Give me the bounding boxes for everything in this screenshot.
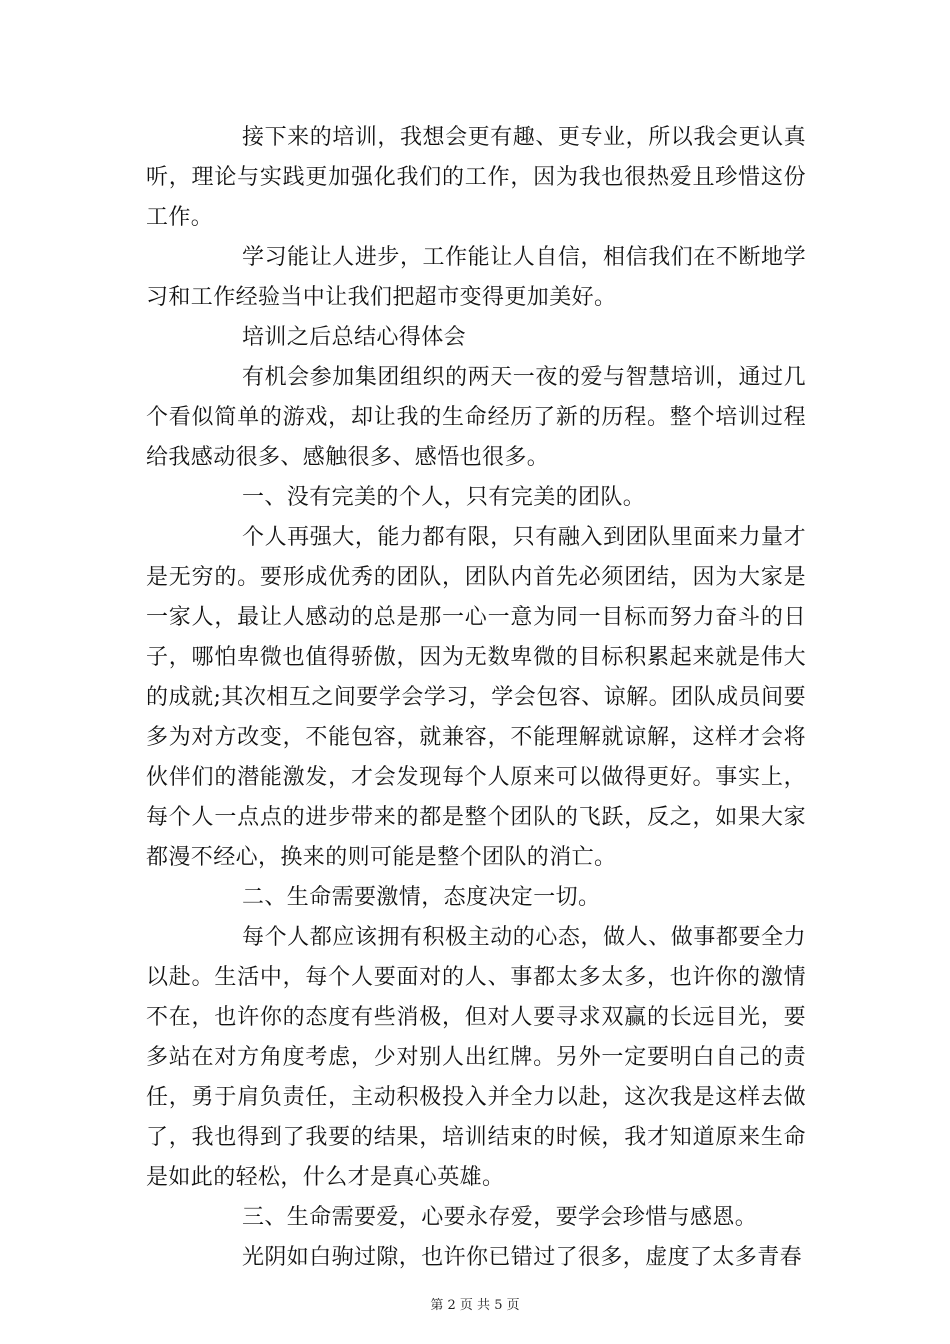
page-number-footer: 第 2 页 共 5 页 bbox=[430, 1298, 520, 1313]
paragraph-learning-progress: 学习能让人进步，工作能让人自信，相信我们在不断地学习和工作经验当中让我们把超市变得更加美好。 bbox=[146, 245, 806, 310]
paragraph-time: 光阴如白驹过隙，也许你已错过了很多，虚度了太多青春 bbox=[242, 1245, 803, 1270]
paragraph-teamwork: 个人再强大，能力都有限，只有融入到团队里面来力量才是无穷的。要形成优秀的团队，团队内首先必须团结，因为大家是一家人，最让人感动的总是那一心一意为同一目标而努力奋斗的日子，哪怕卑微也值得骄傲，因为无数卑微的目标积累起来就是伟大的成就;其次相互之间要学会学习，学会包容、谅解。团队成员间要多为对方改变，不能包容，就兼容，不能理解就谅解，这样才会将伙伴们的潜能激发，才会发现每个人原来可以做得更好。事实上，每个人一点点的进步带来的都是整个团队的飞跃，反之，如果大家都漫不经心，换来的则可能是整个团队的消亡。 bbox=[146, 525, 806, 870]
heading-point-two: 二、生命需要激情，态度决定一切。 bbox=[242, 885, 601, 910]
paragraph-training-outlook: 接下来的培训，我想会更有趣、更专业，所以我会更认真听，理论与实践更加强化我们的工作，因为我也很热爱且珍惜这份工作。 bbox=[146, 125, 806, 230]
document-body bbox=[146, 118, 806, 1278]
section-title: 培训之后总结心得体会 bbox=[242, 325, 467, 350]
paragraph-passion: 每个人都应该拥有积极主动的心态，做人、做事都要全力以赴。生活中，每个人要面对的人、事都太多太多，也许你的激情不在，也许你的态度有些消极，但对人要寻求双赢的长远目光，要多站在对方角度考虑，少对别人出红牌。另外一定要明白自己的责任，勇于肩负责任，主动积极投入并全力以赴，这次我是这样去做了，我也得到了我要的结果，培训结束的时候，我才知道原来生命是如此的轻松，什么才是真心英雄。 bbox=[146, 925, 806, 1190]
heading-point-one: 一、没有完美的个人，只有完美的团队。 bbox=[242, 485, 646, 510]
paragraph-intro: 有机会参加集团组织的两天一夜的爱与智慧培训，通过几个看似简单的游戏，却让我的生命经历了新的历程。整个培训过程给我感动很多、感触很多、感悟也很多。 bbox=[146, 365, 806, 470]
heading-point-three: 三、生命需要爱，心要永存爱，要学会珍惜与感恩。 bbox=[242, 1205, 758, 1230]
